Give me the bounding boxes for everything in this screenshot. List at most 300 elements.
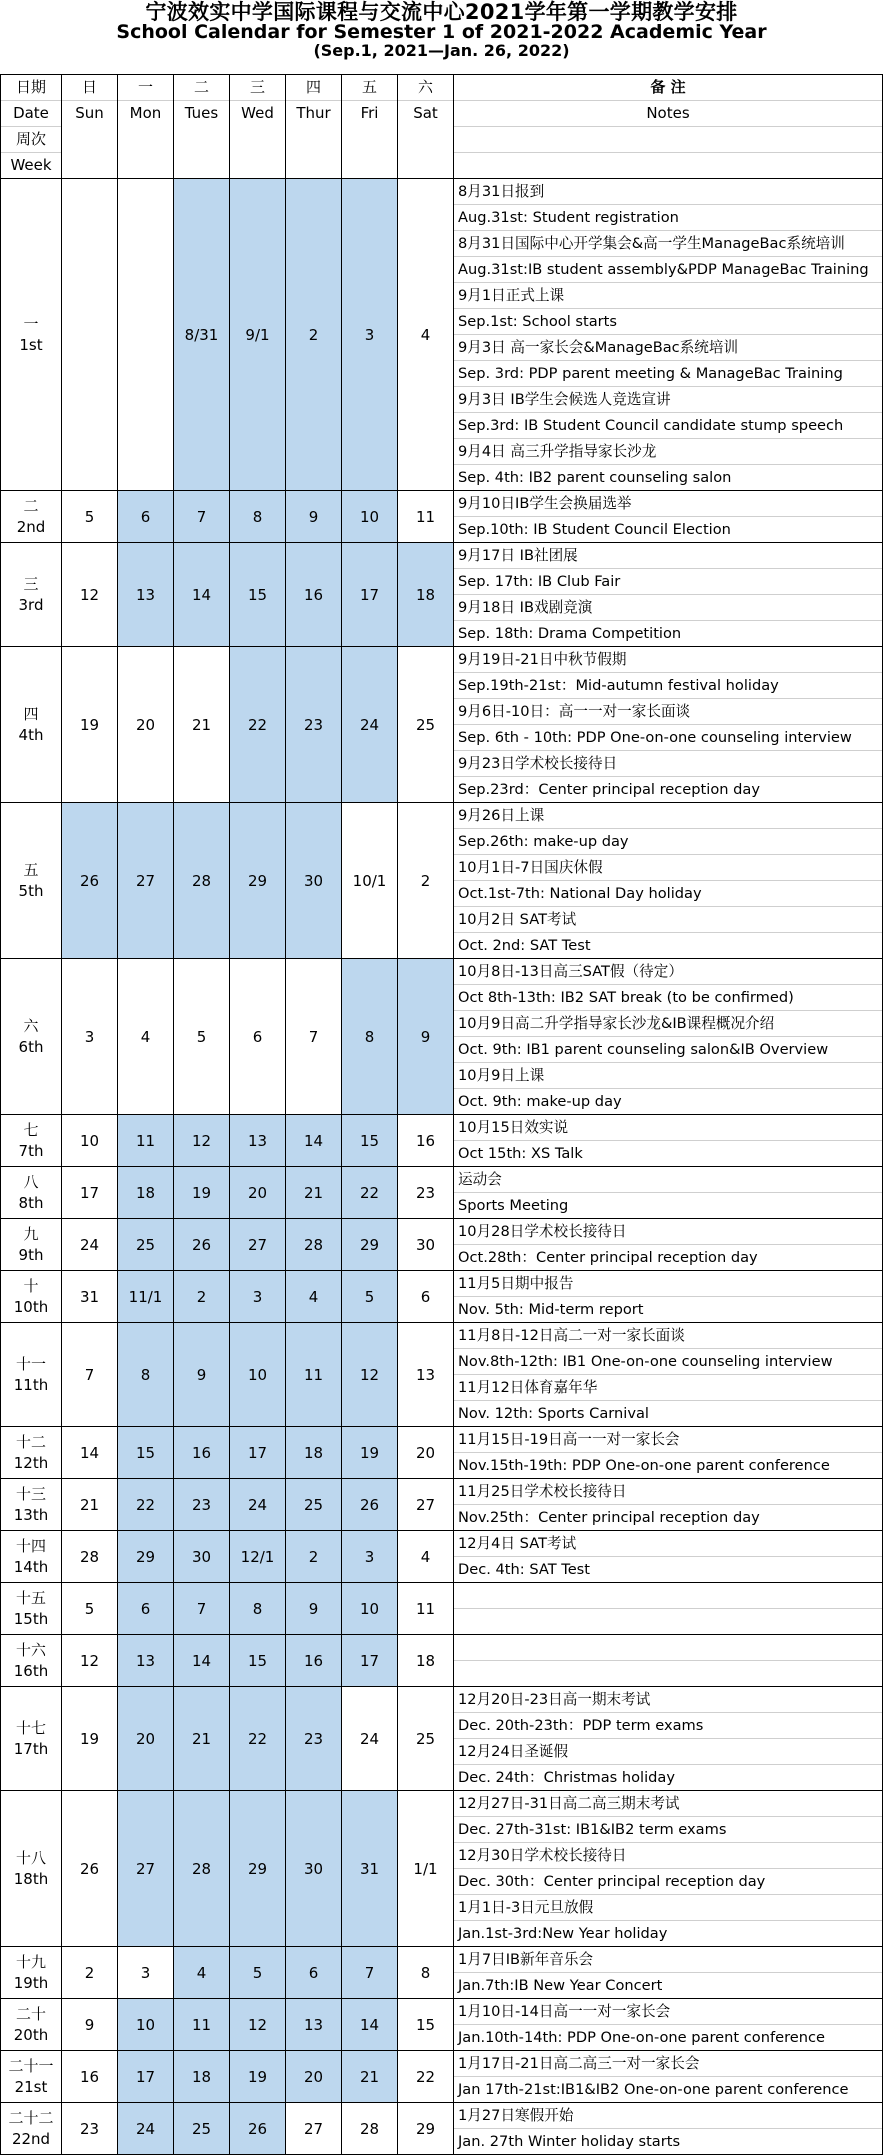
note-line: Sep.26th: make-up day [454,829,882,855]
header-day: 四 Thur [286,75,342,179]
title-chinese: 宁波效实中学国际课程与交流中心2021学年第一学期教学安排 [145,0,738,24]
day-cell: 25 [398,647,454,803]
note-line: Dec. 30th：Center principal reception day [454,1869,882,1895]
day-cell: 25 [174,2103,230,2155]
header-date-zh: 日期 [1,75,61,101]
note-line: Sep. 17th: IB Club Fair [454,569,882,595]
day-cell: 19 [342,1427,398,1479]
day-cell: 12 [62,543,118,647]
week-label [1,1167,62,1219]
note-line: 10月15日效实说 [454,1115,882,1141]
note-line: 12月27日-31日高二高三期末考试 [454,1791,882,1817]
day-cell: 12 [174,1115,230,1167]
day-cell: 22 [398,2051,454,2103]
day-cell: 20 [230,1167,286,1219]
day-cell: 9 [286,491,342,543]
day-cell: 20 [286,2051,342,2103]
note-line: Sports Meeting [458,1197,569,1214]
day-cell: 29 [230,803,286,959]
week-label-en: 11th [13,1375,49,1394]
day-cell: 16 [286,1635,342,1687]
title-english: School Calendar for Semester 1 of 2021-2022 Academic Year [116,21,767,44]
week-label-zh: 十 [23,1277,39,1296]
week-label [1,959,62,1115]
day-cell: 8 [118,1323,174,1427]
note-line: Nov.8th-12th: IB1 One-on-one counseling interview [454,1349,882,1375]
note-line: 8月31日报到 [454,179,882,205]
day-cell: 27 [398,1479,454,1531]
day-cell: 12 [62,1635,118,1687]
header-week-en: Week [10,156,52,174]
day-cell: 14 [342,1999,398,2051]
header-date-week [1,75,62,179]
week-label-en: 19th [13,1973,49,1992]
note-line: 9月23日学术校长接待日 [454,751,882,777]
day-cell: 7 [62,1323,118,1427]
notes-cell [454,1323,883,1427]
day-cell: 9 [174,1323,230,1427]
note-line: 9月19日-21日中秋节假期 [454,647,882,673]
week-row [1,2103,883,2155]
day-cell: 28 [174,803,230,959]
day-cell: 18 [174,2051,230,2103]
notes-cell [454,1791,883,1947]
day-cell: 6 [286,1947,342,1999]
day-cell: 9 [62,1999,118,2051]
week-label-zh: 二 [23,497,39,516]
week-label-zh: 二十二 [8,2109,54,2128]
week-label-en: 6th [18,1037,44,1056]
day-cell: 2 [174,1271,230,1323]
day-cell: 9/1 [230,179,286,491]
notes-cell [454,1635,883,1687]
week-row [1,1115,883,1167]
note-line [454,1609,882,1634]
day-cell: 3 [230,1271,286,1323]
week-label [1,179,62,491]
week-label-zh: 十六 [15,1641,46,1660]
day-cell: 25 [286,1479,342,1531]
week-row [1,1479,883,1531]
note-line: 12月30日学术校长接待日 [454,1843,882,1869]
notes-cell [454,1219,883,1271]
header-day: 五 Fri [342,75,398,179]
day-cell: 10 [118,1999,174,2051]
day-cell: 29 [230,1791,286,1947]
day-cell: 14 [286,1115,342,1167]
day-cell: 15 [118,1427,174,1479]
day-cell: 1/1 [398,1791,454,1947]
week-row [1,1947,883,1999]
notes-cell [454,1115,883,1167]
day-cell: 17 [342,543,398,647]
note-line: 12月24日圣诞假 [454,1739,882,1765]
week-row [1,1323,883,1427]
week-row [1,1167,883,1219]
day-cell: 4 [398,1531,454,1583]
notes-cell [454,803,883,959]
note-line: 运动会 [454,1167,882,1193]
day-cell: 9 [286,1583,342,1635]
week-label-en: 13th [13,1505,49,1524]
day-cell: 18 [118,1167,174,1219]
week-label [1,1219,62,1271]
week-label [1,1271,62,1323]
day-cell: 3 [118,1947,174,1999]
week-label-en: 16th [13,1661,49,1680]
day-cell: 28 [342,2103,398,2155]
note-line: 10月1日-7日国庆休假 [454,855,882,881]
week-row [1,179,883,491]
week-label [1,803,62,959]
week-row [1,1427,883,1479]
note-line: Dec. 24th：Christmas holiday [458,1769,676,1786]
week-label-en: 8th [18,1193,44,1212]
week-label-zh: 五 [23,861,39,880]
day-cell: 29 [398,2103,454,2155]
note-line: Sep. 4th: IB2 parent counseling salon [458,469,732,486]
week-label [1,1479,62,1531]
note-line: 10月9日高二升学指导家长沙龙&IB课程概况介绍 [454,1011,882,1037]
note-line: Aug.31st:IB student assembly&PDP ManageBac Training [454,257,882,283]
week-label-zh: 十一 [15,1355,46,1374]
day-cell: 14 [62,1427,118,1479]
note-line: Nov.15th-19th: PDP One-on-one parent conference [458,1457,830,1474]
day-cell: 17 [118,2051,174,2103]
day-cell: 2 [62,1947,118,1999]
day-cell: 6 [398,1271,454,1323]
week-row [1,803,883,959]
week-label [1,543,62,647]
day-cell: 2 [286,179,342,491]
week-label [1,2103,62,2155]
week-label-zh: 十八 [15,1849,46,1868]
week-label [1,1427,62,1479]
day-cell: 23 [286,1687,342,1791]
day-cell: 20 [118,1687,174,1791]
week-label-en: 9th [18,1245,44,1264]
day-cell: 22 [118,1479,174,1531]
note-line: 9月18日 IB戏剧竞演 [454,595,882,621]
note-line: 10月2日 SAT考试 [454,907,882,933]
day-cell: 4 [286,1271,342,1323]
note-line: 11月5日期中报告 [454,1271,882,1297]
day-cell: 19 [230,2051,286,2103]
note-line: Dec. 20th-23th：PDP term exams [454,1713,882,1739]
note-line [454,1583,882,1609]
week-row [1,1531,883,1583]
day-cell: 13 [230,1115,286,1167]
day-cell: 16 [62,2051,118,2103]
note-line: Jan. 27th Winter holiday starts [458,2133,681,2150]
day-cell: 19 [62,647,118,803]
day-cell: 11 [118,1115,174,1167]
day-cell: 13 [286,1999,342,2051]
day-cell: 21 [286,1167,342,1219]
header-day: 一 Mon [118,75,174,179]
week-label-zh: 三 [23,575,39,594]
day-cell: 19 [174,1167,230,1219]
note-line: Oct.1st-7th: National Day holiday [454,881,882,907]
note-line: 11月15日-19日高一一对一家长会 [454,1427,882,1453]
note-line: Aug.31st: Student registration [454,205,882,231]
day-cell: 27 [118,803,174,959]
day-cell: 21 [62,1479,118,1531]
title-date-range: (Sep.1, 2021—Jan. 26, 2022) [313,40,570,60]
note-line: 9月26日上课 [454,803,882,829]
week-label-en: 5th [18,881,44,900]
day-cell: 15 [230,1635,286,1687]
note-line: Sep. 3rd: PDP parent meeting & ManageBac Training [454,361,882,387]
note-line [454,1635,882,1661]
day-cell: 10 [342,491,398,543]
week-label-en: 10th [13,1297,49,1316]
note-line: 1月17日-21日高二高三一对一家长会 [454,2051,882,2077]
week-label-zh: 七 [23,1121,39,1140]
day-cell: 17 [230,1427,286,1479]
week-row [1,1219,883,1271]
day-cell: 3 [62,959,118,1115]
week-label-zh: 二十 [15,2005,46,2024]
day-cell: 22 [230,1687,286,1791]
day-cell: 26 [174,1219,230,1271]
day-cell: 11 [398,491,454,543]
day-cell: 6 [118,1583,174,1635]
day-cell: 18 [398,1635,454,1687]
day-cell: 28 [174,1791,230,1947]
day-cell: 16 [398,1115,454,1167]
day-cell: 8 [230,491,286,543]
day-cell: 10 [62,1115,118,1167]
week-label-zh: 九 [23,1225,39,1244]
day-cell: 22 [230,647,286,803]
note-line: 10月28日学术校长接待日 [454,1219,882,1245]
note-line: 12月4日 SAT考试 [454,1531,882,1557]
day-cell: 29 [342,1219,398,1271]
note-line: Sep. 18th: Drama Competition [458,625,682,642]
week-label-en: 1st [19,335,43,354]
day-cell: 13 [398,1323,454,1427]
header-row [1,75,883,179]
day-cell: 24 [230,1479,286,1531]
week-label-en: 3rd [18,595,44,614]
day-cell: 4 [174,1947,230,1999]
day-cell: 28 [286,1219,342,1271]
week-label-zh: 六 [23,1017,39,1036]
note-line: 9月10日IB学生会换届选举 [454,491,882,517]
week-row [1,2051,883,2103]
day-cell: 24 [62,1219,118,1271]
day-cell: 10/1 [342,803,398,959]
day-cell: 23 [398,1167,454,1219]
day-cell: 23 [174,1479,230,1531]
note-line: 9月1日正式上课 [454,283,882,309]
week-label-zh: 十九 [15,1953,46,1972]
note-line: Jan 17th-21st:IB1&IB2 One-on-one parent conference [458,2081,849,2098]
header-day: 日 Sun [62,75,118,179]
day-cell: 11/1 [118,1271,174,1323]
day-cell: 8 [398,1947,454,1999]
day-cell: 11 [286,1323,342,1427]
notes-cell [454,179,883,491]
note-line: 10月8日-13日高三SAT假（待定） [454,959,882,985]
day-cell: 18 [286,1427,342,1479]
note-line: Dec. 4th: SAT Test [458,1561,591,1578]
week-label [1,491,62,543]
header-notes: 备 注 Notes [454,75,883,179]
day-cell: 13 [118,543,174,647]
note-line: Jan.7th:IB New Year Concert [458,1977,663,1994]
day-cell: 10 [230,1323,286,1427]
note-line: 12月20日-23日高一期末考试 [454,1687,882,1713]
day-cell: 15 [398,1999,454,2051]
note-line: Nov.25th：Center principal reception day [458,1509,760,1526]
day-cell: 5 [230,1947,286,1999]
day-cell: 13 [118,1635,174,1687]
week-row [1,1999,883,2051]
day-cell: 15 [230,543,286,647]
day-cell: 18 [398,543,454,647]
day-cell: 25 [398,1687,454,1791]
day-cell: 8 [342,959,398,1115]
week-row [1,1583,883,1635]
day-cell: 2 [398,803,454,959]
notes-cell [454,1167,883,1219]
day-cell: 21 [174,647,230,803]
note-line: Oct.28th：Center principal reception day [458,1249,758,1266]
notes-cell [454,543,883,647]
week-label-zh: 十三 [15,1485,46,1504]
week-label [1,1947,62,1999]
note-line: Nov. 12th: Sports Carnival [458,1405,649,1422]
week-row [1,1791,883,1947]
notes-cell [454,1947,883,1999]
note-line: Dec. 27th-31st: IB1&IB2 term exams [454,1817,882,1843]
note-line: 1月10日-14日高一一对一家长会 [454,1999,882,2025]
week-row [1,491,883,543]
week-label [1,1791,62,1947]
week-label [1,1115,62,1167]
day-cell: 24 [118,2103,174,2155]
week-label-en: 4th [18,725,44,744]
header-date-en: Date [1,101,61,127]
day-cell: 12 [342,1323,398,1427]
note-line: 9月6日-10日：高一一对一家长面谈 [454,699,882,725]
note-line: 11月25日学术校长接待日 [454,1479,882,1505]
calendar-table [0,74,883,2155]
day-cell: 21 [174,1687,230,1791]
note-line: Sep.10th: IB Student Council Election [458,521,731,538]
week-label-zh: 十二 [15,1433,46,1452]
day-cell: 10 [342,1583,398,1635]
day-cell: 20 [118,647,174,803]
note-line: Sep.3rd: IB Student Council candidate stump speech [454,413,882,439]
week-row [1,543,883,647]
note-line: 8月31日国际中心开学集会&高一学生ManageBac系统培训 [454,231,882,257]
note-line: 9月17日 IB社团展 [454,543,882,569]
day-cell: 22 [342,1167,398,1219]
notes-cell [454,2103,883,2155]
week-label-en: 2nd [16,517,46,536]
notes-cell [454,1687,883,1791]
day-cell: 19 [62,1687,118,1791]
week-label-en: 22nd [11,2129,51,2148]
day-cell: 29 [118,1531,174,1583]
week-label-zh: 十五 [15,1589,46,1608]
day-cell: 27 [286,2103,342,2155]
note-line: 9月3日 IB学生会候选人竞选宣讲 [454,387,882,413]
note-line: Jan.1st-3rd:New Year holiday [458,1925,668,1942]
week-row [1,1687,883,1791]
note-line: Oct 8th-13th: IB2 SAT break (to be confirmed) [454,985,882,1011]
day-cell: 30 [174,1531,230,1583]
day-cell: 27 [118,1791,174,1947]
day-cell: 6 [230,959,286,1115]
note-line: Sep.19th-21st：Mid-autumn festival holiday [454,673,882,699]
day-cell: 14 [174,543,230,647]
week-label [1,1687,62,1791]
note-line: 9月3日 高一家长会&ManageBac系统培训 [454,335,882,361]
day-cell: 12 [230,1999,286,2051]
week-label-en: 20th [13,2025,49,2044]
day-cell: 21 [342,2051,398,2103]
day-cell: 17 [342,1635,398,1687]
week-label-en: 21st [14,2077,48,2096]
day-cell: 20 [398,1427,454,1479]
day-cell: 5 [62,491,118,543]
day-cell: 8 [230,1583,286,1635]
day-cell: 26 [62,803,118,959]
note-line: Sep. 6th - 10th: PDP One-on-one counseling interview [454,725,882,751]
note-line: Oct. 2nd: SAT Test [458,937,591,954]
week-label [1,1323,62,1427]
note-line [454,1661,882,1686]
day-cell [118,179,174,491]
day-cell: 26 [62,1791,118,1947]
week-label [1,1583,62,1635]
notes-cell [454,959,883,1115]
week-label-zh: 二十一 [8,2057,54,2076]
day-cell: 3 [342,1531,398,1583]
week-label-zh: 八 [23,1173,39,1192]
day-cell: 6 [118,491,174,543]
note-line: 9月4日 高三升学指导家长沙龙 [454,439,882,465]
notes-cell [454,1271,883,1323]
notes-cell [454,1427,883,1479]
note-line: 11月8日-12日高二一对一家长面谈 [454,1323,882,1349]
day-cell: 30 [286,1791,342,1947]
day-cell: 5 [174,959,230,1115]
header-day: 二 Tues [174,75,230,179]
note-line: 1月27日寒假开始 [454,2103,882,2129]
week-label-en: 15th [13,1609,49,1628]
day-cell: 4 [398,179,454,491]
day-cell: 5 [342,1271,398,1323]
week-label-zh: 一 [23,315,39,334]
notes-cell [454,491,883,543]
day-cell: 30 [398,1219,454,1271]
week-label [1,1531,62,1583]
week-label-en: 14th [13,1557,49,1576]
day-cell: 27 [230,1219,286,1271]
week-label [1,1999,62,2051]
note-line: Oct. 9th: IB1 parent counseling salon&IB Overview [454,1037,882,1063]
day-cell: 23 [62,2103,118,2155]
day-cell: 30 [286,803,342,959]
week-row [1,959,883,1115]
note-line: Jan.10th-14th: PDP One-on-one parent conference [458,2029,825,2046]
week-label [1,1635,62,1687]
